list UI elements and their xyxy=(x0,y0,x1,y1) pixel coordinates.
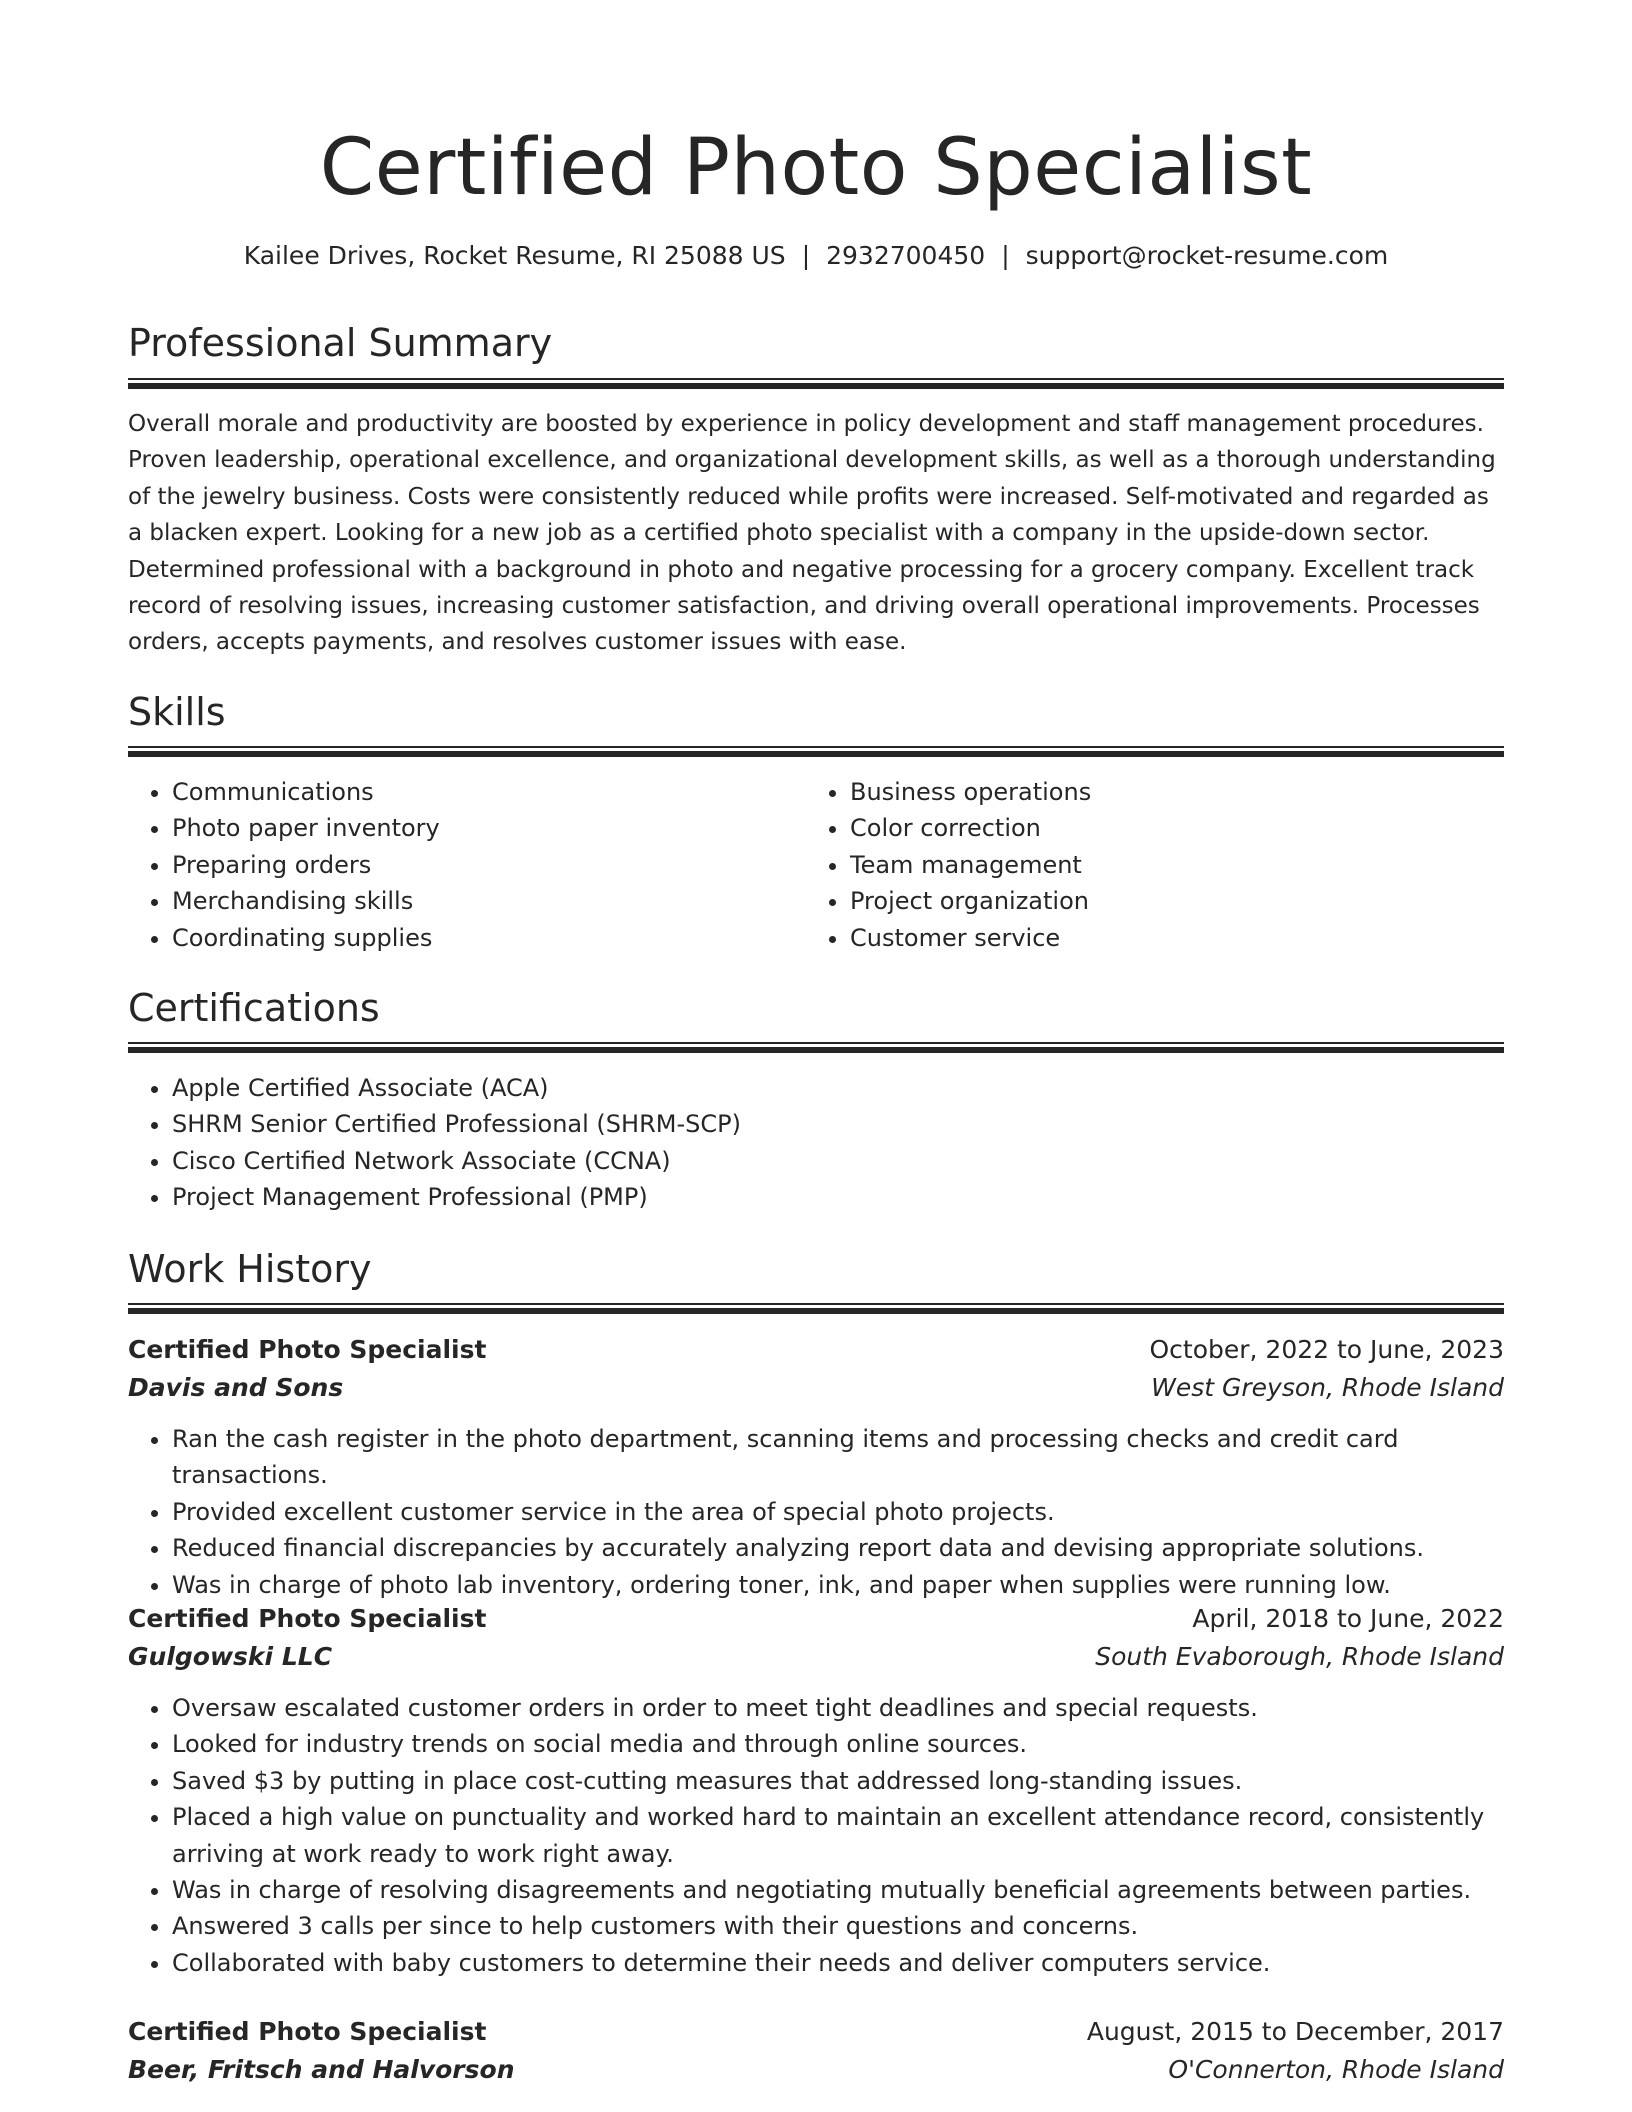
job-company-row xyxy=(128,1638,1504,1676)
work-history-heading: Work History xyxy=(128,1247,372,1291)
resume-title: Certified Photo Specialist xyxy=(319,123,1313,213)
skill-item: • Business operations xyxy=(850,774,1466,810)
contact-separator: | xyxy=(1001,241,1010,270)
skill-item: • Communications xyxy=(172,774,788,810)
section-divider xyxy=(128,1303,1504,1314)
job-dates: October, 2022 to June, 2023 xyxy=(1149,1335,1504,1364)
skill-item: • Coordinating supplies xyxy=(172,920,788,956)
job-bullet: • Looked for industry trends on social media and through online sources. xyxy=(172,1726,1504,1762)
skill-item: • Customer service xyxy=(850,920,1466,956)
job-header-row xyxy=(128,1600,1504,1638)
contact-separator: | xyxy=(801,241,811,270)
job-company: Davis and Sons xyxy=(128,1373,344,1402)
skill-item: • Project organization xyxy=(850,883,1466,919)
section-divider xyxy=(128,746,1504,757)
job-bullet: • Was in charge of resolving disagreements and negotiating mutually beneficial agreements between parties. xyxy=(172,1872,1504,1908)
job-header-row xyxy=(128,2013,1504,2051)
job-bullet: • Answered 3 calls per since to help customers with their questions and concerns. xyxy=(172,1908,1504,1944)
certification-item: • SHRM Senior Certified Professional (SHRM-SCP) xyxy=(172,1106,1504,1142)
job-entry xyxy=(128,1331,1504,1603)
job-bullet: • Ran the cash register in the photo department, scanning items and processing checks and credit card transactions. xyxy=(172,1421,1504,1494)
job-entry xyxy=(128,2013,1504,2089)
job-title: Certified Photo Specialist xyxy=(128,1335,487,1364)
contact-email[interactable]: support@rocket-resume.com xyxy=(1025,241,1389,270)
job-dates: August, 2015 to December, 2017 xyxy=(1086,2017,1504,2046)
contact-phone: 2932700450 xyxy=(826,241,986,270)
certification-item: • Cisco Certified Network Associate (CCNA) xyxy=(172,1143,1504,1179)
job-entry xyxy=(128,1600,1504,1981)
summary-text: Overall morale and productivity are boosted by experience in policy development and staff management procedures. Proven leadership, operational excellence, and organizational development skills, as well as a thorough understanding of the jewelry business. Costs were consistently reduced while profits were increased. Self-motivated and regarded as a blacken expert. Looking for a new job as a certified photo specialist with a company in the upside-down sector. Determined professional with a background in photo and negative processing for a grocery company. Excellent track record of resolving issues, increasing customer satisfaction, and driving overall operational improvements. Processes orders, accepts payments, and resolves customer issues with ease. xyxy=(128,411,1496,656)
job-title: Certified Photo Specialist xyxy=(128,1604,487,1633)
job-location: South Evaborough, Rhode Island xyxy=(1095,1642,1504,1671)
skill-item: • Team management xyxy=(850,847,1466,883)
job-dates: April, 2018 to June, 2022 xyxy=(1192,1604,1504,1633)
job-location: O'Connerton, Rhode Island xyxy=(1168,2055,1504,2084)
job-company-row xyxy=(128,1369,1504,1407)
certifications-heading: Certifications xyxy=(128,986,380,1030)
job-bullet: • Placed a high value on punctuality and worked hard to maintain an excellent attendance record, consistently arriving at work ready to work right away. xyxy=(172,1799,1504,1872)
job-company: Beer, Fritsch and Halvorson xyxy=(128,2055,515,2084)
job-bullet: • Collaborated with baby customers to determine their needs and deliver computers service. xyxy=(172,1945,1504,1981)
job-header-row xyxy=(128,1331,1504,1369)
skill-item: • Merchandising skills xyxy=(172,883,788,919)
skills-left-column xyxy=(128,774,788,956)
skills-right-column xyxy=(806,774,1466,956)
job-bullet: • Was in charge of photo lab inventory, ordering toner, ink, and paper when supplies were running low. xyxy=(172,1567,1504,1603)
job-title: Certified Photo Specialist xyxy=(128,2017,487,2046)
certification-item: • Apple Certified Associate (ACA) xyxy=(172,1070,1504,1106)
summary-heading: Professional Summary xyxy=(128,321,553,365)
certifications-list xyxy=(128,1070,1504,1216)
job-location: West Greyson, Rhode Island xyxy=(1151,1373,1504,1402)
skills-list-right xyxy=(806,774,1466,956)
section-divider xyxy=(128,378,1504,389)
contact-address: Kailee Drives, Rocket Resume, RI 25088 US xyxy=(243,241,786,270)
job-bullet: • Provided excellent customer service in the area of special photo projects. xyxy=(172,1494,1504,1530)
skills-list-left xyxy=(128,774,788,956)
job-bullet: • Saved $3 by putting in place cost-cutting measures that addressed long-standing issues. xyxy=(172,1763,1504,1799)
job-bullets xyxy=(128,1421,1504,1603)
job-company-row xyxy=(128,2051,1504,2089)
job-bullets xyxy=(128,1690,1504,1981)
job-company: Gulgowski LLC xyxy=(128,1642,333,1671)
skill-item: • Photo paper inventory xyxy=(172,810,788,846)
contact-line xyxy=(128,238,1504,274)
skill-item: • Preparing orders xyxy=(172,847,788,883)
certification-item: • Project Management Professional (PMP) xyxy=(172,1179,1504,1215)
job-bullet: • Oversaw escalated customer orders in order to meet tight deadlines and special requests. xyxy=(172,1690,1504,1726)
skill-item: • Color correction xyxy=(850,810,1466,846)
section-divider xyxy=(128,1042,1504,1053)
job-bullet: • Reduced financial discrepancies by accurately analyzing report data and devising appropriate solutions. xyxy=(172,1530,1504,1566)
skills-heading: Skills xyxy=(128,690,226,734)
certifications-block xyxy=(128,1070,1504,1216)
